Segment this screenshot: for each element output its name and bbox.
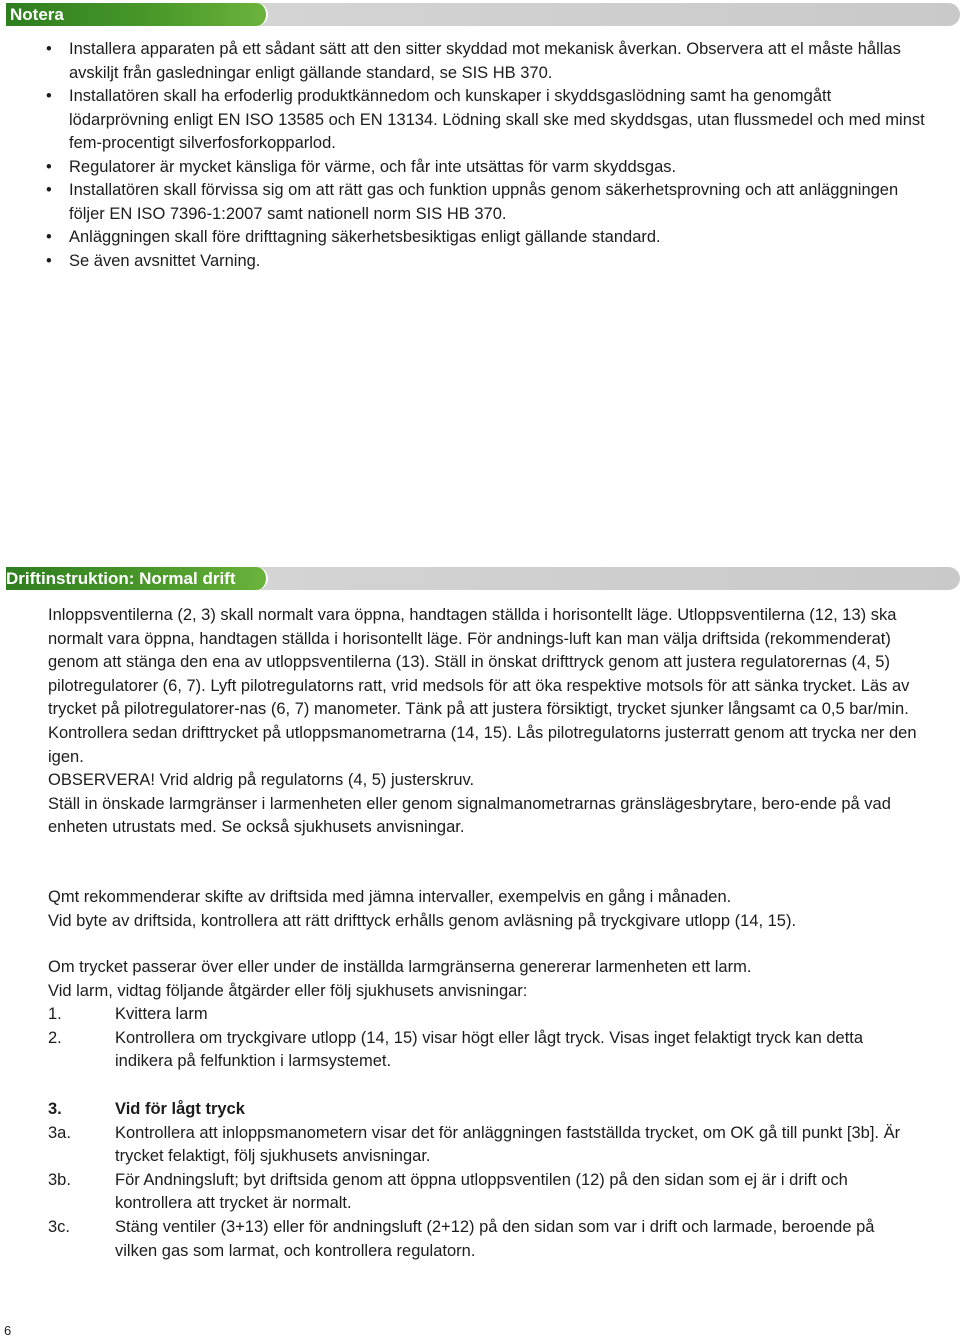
alarm-intro: [48, 956, 918, 1003]
section-header-notera: [6, 3, 960, 26]
qmt-recommendation: [48, 886, 918, 933]
notera-bullet-list: [46, 38, 926, 273]
step-text: Kvittera larm: [115, 1005, 208, 1023]
step-number: 3.: [48, 1100, 62, 1118]
list-item: [48, 1169, 918, 1216]
bullet-item: • Installatören skall förvissa sig om att rätt gas och funktion uppnås genom säkerhetsprovning och att anläggningen följer EN ISO 7396-1:2007 samt nationell norm SIS HB 370.: [46, 179, 926, 226]
list-item: [48, 1003, 918, 1027]
bullet-item: • Regulatorer är mycket känsliga för värme, och får inte utsättas för varm skyddsgas.: [46, 156, 926, 180]
bullet-item: • Installera apparaten på ett sådant sätt att den sitter skyddad mot mekanisk åverkan. Observera att el måste hållas avskiljt från gasledningar enligt gällande standard, se SIS HB 370.: [46, 38, 926, 85]
list-item: [48, 1122, 918, 1169]
list-item: [48, 1027, 918, 1074]
step-number: 3c.: [48, 1217, 71, 1236]
section-title-notera: Notera: [6, 3, 268, 26]
step-number: 3a.: [48, 1123, 71, 1142]
section-title-driftinstruktion: Driftinstruktion: Normal drift: [6, 567, 268, 590]
list-item: [48, 1098, 918, 1122]
bullet-item: • Installatören skall ha erfoderlig produktkännedom och kunskaper i skyddsgaslödning samt ha genomgått lödarprövning enligt EN ISO 13585 och EN 13134. Lödning skall ske med skyddsgas, utan flussmedel och med minst fem-procentigt silverfosforkopparlod.: [46, 85, 926, 156]
step-text: Kontrollera om tryckgivare utlopp (14, 15) visar högt eller lågt tryck. Visas inget felaktigt tryck kan detta indikera på felfunktion i larmsystemet.: [115, 1028, 864, 1071]
bullet-item: • Anläggningen skall före drifttagning säkerhetsbesiktigas enligt gällande standard.: [46, 226, 926, 250]
normal-drift-instructions: [48, 604, 918, 840]
low-pressure-steps-list: [48, 1098, 918, 1263]
alarm-steps-list: [48, 1003, 918, 1074]
section-header-driftinstruktion: [6, 567, 960, 590]
step-text: För Andningsluft; byt driftsida genom att öppna utloppsventilen (12) på den sidan som ej är i drift och kontrollera att trycket är normalt.: [115, 1170, 848, 1213]
page-number: 6: [4, 1323, 12, 1338]
recommendation-line: Vid byte av driftsida, kontrollera att rätt drifttyck erhålls genom avläsning på tryckgivare utlopp (14, 15).: [48, 911, 797, 930]
alarm-line: Vid larm, vidtag följande åtgärder eller följ sjukhusets anvisningar:: [48, 981, 528, 1000]
step-text: Stäng ventiler (3+13) eller för andningsluft (2+12) på den sidan som var i drift och larmade, beroende på vilken gas som larmat, och kontrollera regulatorn.: [115, 1217, 875, 1260]
instruction-paragraph: Inloppsventilerna (2, 3) skall normalt vara öppna, handtagen ställda i horisontellt läge. Utloppsventilerna (12, 13) ska normalt vara öppna, handtagen ställda i horisontellt läge. För andnings-luft kan man välja driftsida (rekommenderat) genom att stänga den ena av utloppsventilerna (13). Ställ in önskat drifttryck genom att justera regulatorernas (4, 5) pilotregulatorer (6, 7). Lyft pilotregulatorns ratt, vrid medsols för att öka respektive motsols för att sänka trycket. Läs av trycket på pilotregulatorer-nas (6, 7) manometer. Tänk på att justera försiktigt, trycket sjunker långsamt ca 0,5 bar/min. Kontrollera sedan drifttrycket på utloppsmanometrarna (14, 15). Lås pilotregulatorns justerratt genom att trycka ner den igen.: [48, 606, 917, 766]
step-number: 2.: [48, 1028, 62, 1047]
bullet-item: • Se även avsnittet Varning.: [46, 250, 926, 274]
observera-warning: OBSERVERA! Vrid aldrig på regulatorns (4, 5) justerskruv.: [48, 771, 475, 790]
list-item: [48, 1216, 918, 1263]
step-number: 3b.: [48, 1170, 71, 1189]
step-text: Kontrollera att inloppsmanometern visar det för anläggningen fastställda trycket, om OK gå till punkt [3b]. Är trycket felaktigt, följ sjukhusets anvisningar.: [115, 1123, 901, 1166]
alarm-line: Om trycket passerar över eller under de inställda larmgränserna genererar larmenheten ett larm.: [48, 958, 752, 976]
alarm-limits-paragraph: Ställ in önskade larmgränser i larmenheten eller genom signalmanometrarnas gränslägesbrytare, bero-ende på vad enheten utrustats med. Se också sjukhusets anvisningar.: [48, 794, 891, 837]
recommendation-line: Qmt rekommenderar skifte av driftsida med jämna intervaller, exempelvis en gång i månaden.: [48, 888, 732, 906]
step-number: 1.: [48, 1005, 62, 1023]
step-heading: Vid för lågt tryck: [115, 1100, 245, 1118]
